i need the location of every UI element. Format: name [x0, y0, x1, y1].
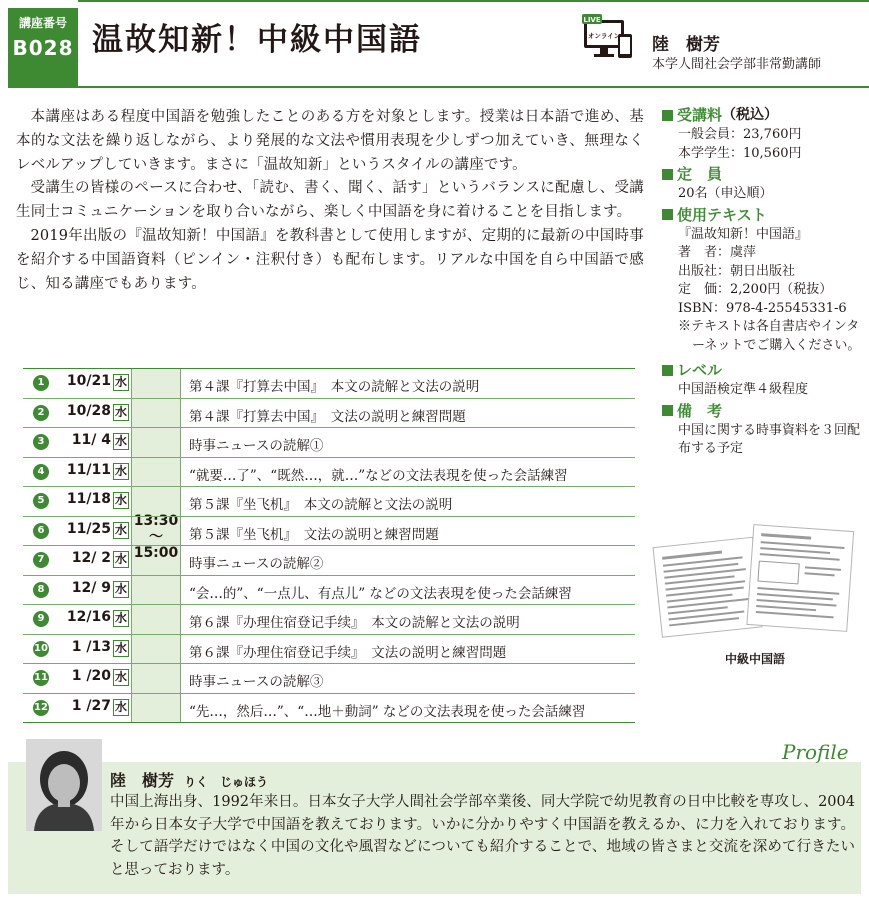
square-bullet-icon: [662, 169, 673, 180]
course-code-label: 講座番号: [18, 16, 67, 30]
session-number: 6: [33, 523, 49, 539]
session-weekday: 水: [114, 522, 127, 537]
course-info-panel: [662, 104, 867, 459]
schedule-row: [23, 428, 635, 458]
schedule-row: [23, 369, 635, 399]
square-bullet-icon: [662, 405, 673, 416]
lecturer-photo: [26, 739, 102, 831]
session-number: 1: [33, 375, 49, 391]
remarks: 中国に関する時事資料を３回配布する予定: [678, 422, 861, 456]
session-date: 10/28: [66, 402, 111, 419]
session-date: 11/25: [66, 520, 111, 537]
session-topic: 第５課『坐飞机』 本文の読解と文法の説明: [189, 497, 453, 513]
square-bullet-icon: [662, 209, 673, 220]
capacity-heading: 定 員: [662, 163, 867, 185]
textbook-title: 『温故知新！中国語』: [678, 226, 809, 242]
schedule-row: [23, 399, 635, 429]
session-topic: “先…，然后…”、“…地＋動詞” などの文法表現を使った会話練習: [189, 703, 586, 720]
schedule-row: [23, 694, 635, 723]
session-topic: “会…的”、“一点儿、有点儿” などの文法表現を使った会話練習: [189, 585, 572, 602]
session-number: 3: [33, 434, 49, 450]
course-code: B028: [12, 36, 74, 60]
schedule-row: [23, 546, 635, 576]
session-number: 7: [33, 552, 49, 568]
session-topic: “就要…了”、“既然…，就…”などの文法表現を使った会話練習: [189, 467, 568, 484]
fee-student: 本学学生：10,560円: [678, 145, 802, 161]
schedule-table: [23, 368, 635, 723]
lecturer-name: 陸 樹芳: [652, 35, 720, 55]
fee-heading: 受講料 （税込）: [662, 104, 867, 126]
textbook-heading: 使用テキスト: [662, 204, 867, 226]
textbook-pages-image: [650, 522, 860, 647]
session-number: 2: [33, 405, 49, 421]
schedule-row: [23, 664, 635, 694]
session-date: 1 /13: [71, 638, 111, 655]
session-date: 11/11: [66, 461, 111, 478]
session-number: 9: [33, 611, 49, 627]
square-bullet-icon: [662, 365, 673, 376]
profile-kana: りく じゅほう: [184, 775, 269, 789]
textbook-publisher: 出版社：朝日出版社: [678, 263, 796, 279]
session-number: 5: [33, 493, 49, 509]
session-topic: 第６課『办理住宿登记手续』 文法の説明と練習問題: [189, 644, 507, 661]
course-code-box: [8, 8, 78, 88]
session-topic: 時事ニュースの読解①: [189, 438, 324, 454]
session-topic: 時事ニュースの読解②: [189, 556, 324, 572]
description-paragraph: 受講生の皆様のペースに合わせ、「読む、書く、聞く、話す」というバランスに配慮し、受講生同士コミュニケーションを取り合いながら、楽しく中国語を身に着けることを目指します。: [16, 180, 644, 221]
lecturer-affiliation: 本学人間社会学部非常勤講師: [652, 57, 822, 72]
capacity-body: [662, 185, 867, 204]
textbook-author: 著 者：虞萍: [678, 245, 757, 260]
online-monitor-icon: [582, 14, 634, 62]
textbook-note: ※テキストは各自書店やインターネットでご購入ください。: [678, 319, 861, 353]
schedule-row: [23, 605, 635, 635]
textbook-price: 定 価：2,200円（税抜）: [678, 282, 833, 297]
session-date: 11/18: [66, 491, 111, 507]
session-date: 1 /27: [71, 697, 111, 714]
time-start: 13:30: [133, 513, 179, 529]
remarks-heading: 備 考: [662, 400, 867, 422]
schedule-row: [23, 517, 635, 547]
session-topic: 第４課『打算去中国』 文法の説明と練習問題: [189, 408, 466, 425]
session-weekday: 水: [114, 611, 127, 625]
schedule-row: [23, 458, 635, 488]
session-weekday: 水: [114, 640, 127, 655]
level: 中国語検定準４級程度: [678, 382, 809, 397]
session-number: 10: [33, 641, 49, 657]
session-date: 12/ 2: [71, 550, 111, 566]
capacity: 20名（申込順）: [678, 186, 773, 201]
schedule-row: [23, 576, 635, 606]
session-date: 12/ 9: [71, 579, 111, 596]
level-body: [662, 381, 867, 400]
online-label: オンライン: [587, 32, 621, 40]
textbook-caption: 中級中国語: [724, 652, 785, 666]
fee-body: [662, 126, 867, 163]
session-weekday: 水: [114, 699, 127, 714]
session-date: 12/16: [66, 609, 111, 625]
schedule-row: [23, 487, 635, 517]
square-bullet-icon: [662, 110, 673, 121]
profile-label: Profile: [782, 740, 849, 764]
session-weekday: 水: [114, 552, 127, 566]
session-number: 8: [33, 582, 49, 598]
session-date: 11/ 4: [71, 432, 111, 448]
schedule-row: [23, 635, 635, 665]
session-weekday: 水: [114, 375, 127, 389]
session-weekday: 水: [114, 581, 127, 596]
session-number: 12: [33, 700, 49, 716]
live-badge-text: LIVE: [583, 16, 601, 24]
fee-tax-note: （税込）: [722, 107, 779, 123]
time-separator: 〜: [149, 529, 163, 545]
session-topic: 第５課『坐飞机』 文法の説明と練習問題: [189, 526, 439, 543]
textbook-body: [662, 226, 867, 356]
session-number: 11: [33, 670, 49, 686]
remarks-body: [662, 422, 867, 459]
session-weekday: 水: [114, 463, 127, 478]
session-topic: 第６課『办理住宿登记手续』 本文の読解と文法の説明: [189, 615, 520, 631]
session-date: 1 /20: [71, 668, 111, 684]
description-paragraph: 本講座はある程度中国語を勉強したことのある方を対象とします。授業は日本語で進め、基本的な文法を繰り返しながら、より発展的な文法や慣用表現を少しずつ加えていき、無理なくレベルアップしていきます。まさに「温故知新」というスタイルの講座です。: [16, 109, 644, 173]
profile-bio: 中国上海出身、1992年来日。日本女子大学人間社会学部卒業後、同大学院で幼児教育の日中比較を専攻し、2004年から日本女子大学で中国語を教えております。いかに分かりやすく中国語を教えるか、に力を入れております。そして語学だけではなく中国の文化や風習などについても紹介することで、地域の皆さまと交流を深めて行きたいと思っております。: [110, 794, 855, 878]
session-topic: 時事ニュースの読解③: [189, 674, 324, 690]
session-weekday: 水: [114, 404, 127, 419]
session-weekday: 水: [114, 434, 127, 448]
session-date: 10/21: [66, 373, 111, 389]
profile-name: [110, 768, 268, 791]
course-description: [16, 106, 644, 296]
fee-general: 一般会員：23,760円: [678, 127, 802, 142]
profile-name-text: 陸 樹芳: [110, 771, 175, 790]
level-heading: レベル: [662, 359, 867, 381]
session-weekday: 水: [114, 493, 127, 507]
session-topic: 第４課『打算去中国』 本文の読解と文法の説明: [189, 379, 480, 395]
course-title: 温故知新！中級中国語: [92, 22, 422, 58]
time-end: 15:00: [133, 545, 179, 561]
description-paragraph: 2019年出版の『温故知新！中国語』を教科書として使用しますが、定期的に最新の中国時事を紹介する中国語資料（ピンイン・注釈付き）も配布します。リアルな中国を自ら中国語で感じ、知る講座でもあります。: [16, 227, 644, 292]
textbook-isbn: ISBN：978-4-25545331-6: [678, 300, 847, 316]
session-number: 4: [33, 464, 49, 480]
session-weekday: 水: [114, 670, 127, 684]
